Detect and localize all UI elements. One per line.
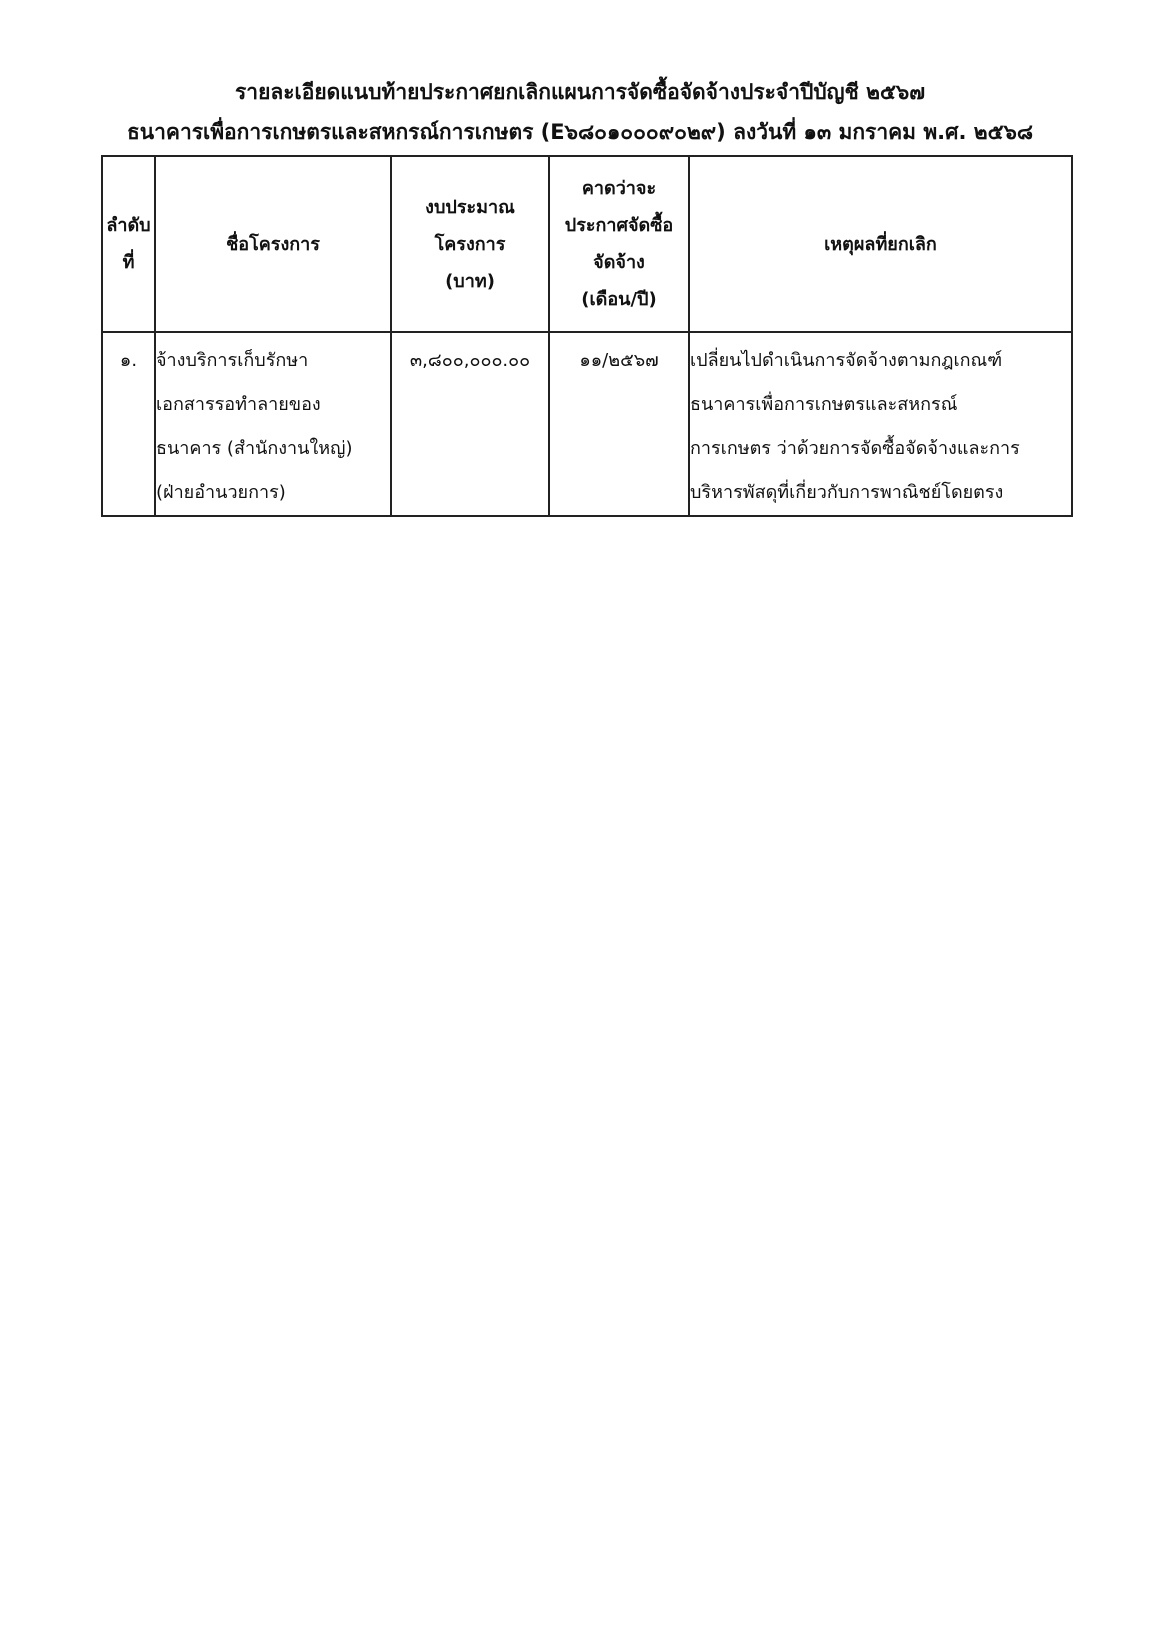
row-cancellation-reason: เปลี่ยนไปดำเนินการจัดจ้างตามกฎเกณฑ์ ธนาคารเพื่อการเกษตรและสหกรณ์ การเกษตร ว่าด้วยการจัดซื้อจัดจ้างและการ บริหารพัสดุที่เกี่ยวกับการพาณิชย์โดยตรง: [689, 332, 1072, 516]
header-expected-announcement: คาดว่าจะ ประกาศจัดซื้อ จัดจ้าง (เดือน/ปี): [549, 156, 689, 332]
document-title-line-1: รายละเอียดแนบท้ายประกาศยกเลิกแผนการจัดซื้อจัดจ้างประจำปีบัญชี ๒๕๖๗: [235, 80, 925, 104]
document-title-line-2: ธนาคารเพื่อการเกษตรและสหกรณ์การเกษตร (E๖๘๐๑๐๐๐๙๐๒๙) ลงวันที่ ๑๓ มกราคม พ.ศ. ๒๕๖๘: [126, 120, 1034, 144]
header-project-name: ชื่อโครงการ: [155, 156, 391, 332]
header-project-budget: งบประมาณ โครงการ (บาท): [391, 156, 549, 332]
row-sequence-no: ๑.: [102, 332, 155, 516]
table-header-row: [102, 156, 1072, 332]
header-cancellation-reason: เหตุผลที่ยกเลิก: [689, 156, 1072, 332]
row-project-budget: ๓,๘๐๐,๐๐๐.๐๐: [391, 332, 549, 516]
row-project-name: จ้างบริการเก็บรักษา เอกสารรอทำลายของ ธนาคาร (สำนักงานใหญ่) (ฝ่ายอำนวยการ): [155, 332, 391, 516]
table-row: [102, 332, 1072, 516]
cancelled-plan-table: [101, 155, 1073, 517]
row-expected-month-year: ๑๑/๒๕๖๗: [549, 332, 689, 516]
header-sequence-no: ลำดับ ที่: [102, 156, 155, 332]
